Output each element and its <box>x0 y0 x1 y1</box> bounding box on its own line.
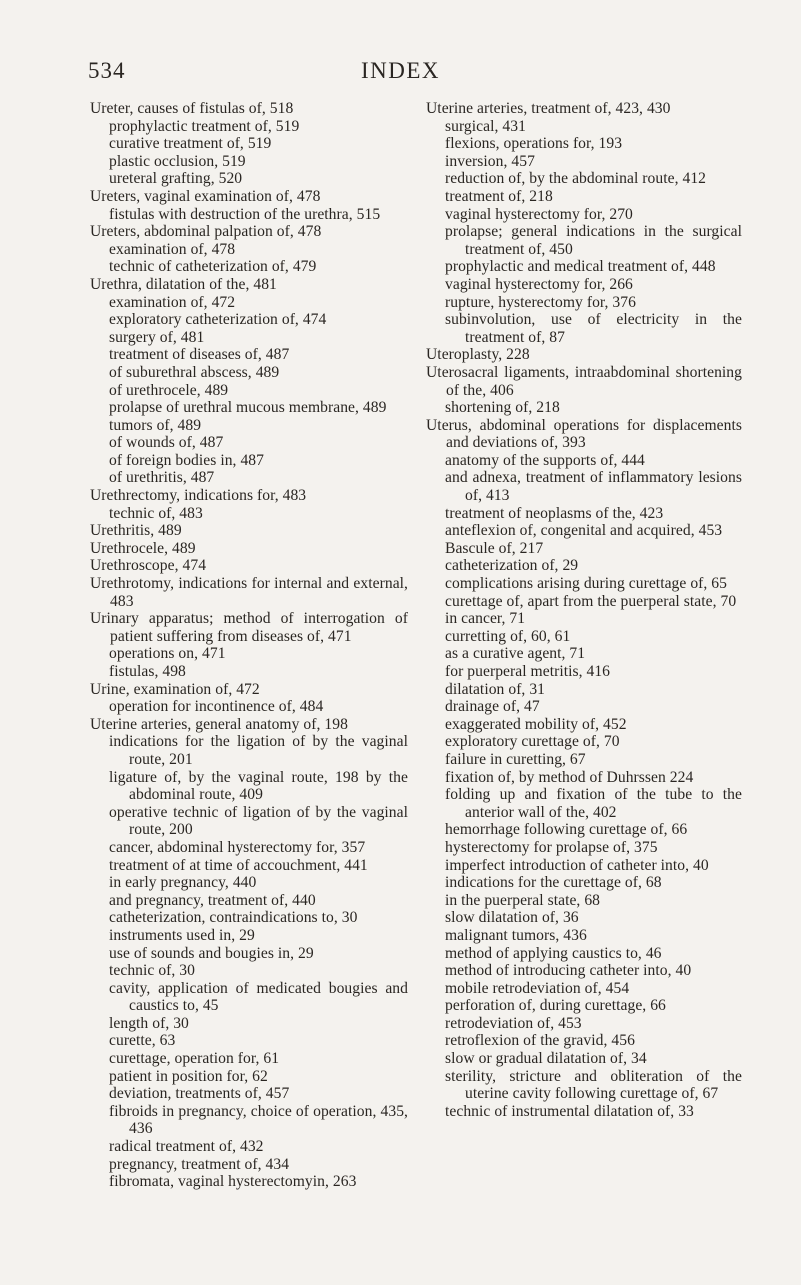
index-subentry: surgery of, 481 <box>109 328 205 346</box>
index-subentry: in the puerperal state, 68 <box>445 891 601 909</box>
index-subentry: operative technic of ligation of by the vaginal route, 200 <box>109 803 408 839</box>
index-subentry: patient in position for, 62 <box>109 1067 268 1085</box>
index-main-entry: Urethrotomy, indications for internal and external, 483 <box>90 575 408 610</box>
index-subentry: tumors of, 489 <box>109 416 202 434</box>
index-subentry: curretting of, 60, 61 <box>445 627 571 645</box>
index-column-right <box>426 100 742 1120</box>
index-subentry: anteflexion of, congenital and acquired, 453 <box>445 522 723 540</box>
index-subentry: ureteral grafting, 520 <box>109 170 243 188</box>
index-subentry: shortening of, 218 <box>445 399 560 417</box>
index-main-entry: Uterosacral ligaments, intraabdominal shortening of the, 406 <box>426 363 742 399</box>
index-subentry: use of sounds and bougies in, 29 <box>109 944 314 962</box>
index-main-entry: Uterine arteries, treatment of, 423, 430 <box>426 100 671 117</box>
index-subentry: fixation of, by method of Duhrssen 224 <box>445 768 694 786</box>
index-subentry: curettage of, apart from the puerperal state, 70 <box>445 592 737 610</box>
index-subentry: of urethrocele, 489 <box>109 381 229 399</box>
index-main-entry: Urethrectomy, indications for, 483 <box>90 487 307 505</box>
index-subentry: method of applying caustics to, 46 <box>445 944 662 962</box>
index-subentry: radical treatment of, 432 <box>109 1138 264 1156</box>
index-main-entry: Urinary apparatus; method of interrogation of patient suffering from diseases of, 471 <box>90 610 408 645</box>
page-number: 534 <box>88 58 126 83</box>
index-main-entry: Uterus, abdominal operations for displacements and deviations of, 393 <box>426 416 742 452</box>
index-main-entry: Ureters, abdominal palpation of, 478 <box>90 223 322 241</box>
index-subentry: complications arising during curettage of, 65 <box>445 575 727 593</box>
index-subentry: failure in curetting, 67 <box>445 750 586 768</box>
index-subentry: malignant tumors, 436 <box>445 926 587 944</box>
index-subentry: technic of, 483 <box>109 504 203 522</box>
index-subentry: exaggerated mobility of, 452 <box>445 715 627 733</box>
index-subentry: hysterectomy for prolapse of, 375 <box>445 838 658 856</box>
index-subentry: examination of, 478 <box>109 240 236 258</box>
index-subentry: of foreign bodies in, 487 <box>109 451 264 469</box>
index-subentry: prophylactic treatment of, 519 <box>109 117 300 135</box>
index-subentry: of suburethral abscess, 489 <box>109 363 280 381</box>
index-subentry: hemorrhage following curettage of, 66 <box>445 821 688 839</box>
index-subentry: imperfect introduction of catheter into, 40 <box>445 856 709 874</box>
index-subentry: for puerperal metritis, 416 <box>445 663 611 680</box>
index-subentry: and adnexa, treatment of inflammatory lesions of, 413 <box>445 469 742 505</box>
index-subentry: surgical, 431 <box>445 117 526 135</box>
index-subentry: in early pregnancy, 440 <box>109 874 257 892</box>
index-subentry: operation for incontinence of, 484 <box>109 698 324 716</box>
index-subentry: perforation of, during curettage, 66 <box>445 997 666 1015</box>
index-subentry: plastic occlusion, 519 <box>109 152 246 170</box>
index-main-entry: Uteroplasty, 228 <box>426 346 530 364</box>
index-subentry: of urethritis, 487 <box>109 469 215 487</box>
index-subentry: curette, 63 <box>109 1032 176 1050</box>
index-subentry: treatment of neoplasms of the, 423 <box>445 504 664 522</box>
index-main-entry: Uterine arteries, general anatomy of, 198 <box>90 715 348 733</box>
index-subentry: cavity, application of medicated bougies and caustics to, 45 <box>109 979 408 1015</box>
index-subentry: of wounds of, 487 <box>109 434 224 452</box>
index-subentry: method of introducing catheter into, 40 <box>445 962 692 980</box>
index-subentry: ligature of, by the vaginal route, 198 by the abdominal route, 409 <box>109 768 408 804</box>
index-subentry: sterility, stricture and obliteration of the uterine cavity following curettage of, 67 <box>445 1067 742 1103</box>
index-subentry: retrodeviation of, 453 <box>445 1014 582 1032</box>
index-subentry: indications for the curettage of, 68 <box>445 874 662 892</box>
index-subentry: dilatation of, 31 <box>445 680 546 698</box>
index-subentry: rupture, hysterectomy for, 376 <box>445 293 636 311</box>
index-main-entry: Urine, examination of, 472 <box>90 680 260 698</box>
index-main-entry: Ureters, vaginal examination of, 478 <box>90 187 321 205</box>
index-subentry: slow dilatation of, 36 <box>445 909 579 927</box>
index-main-entry: Urethritis, 489 <box>90 522 182 540</box>
index-subentry: retroflexion of the gravid, 456 <box>445 1032 635 1050</box>
index-subentry: fistulas, 498 <box>109 663 186 680</box>
index-subentry: folding up and fixation of the tube to the anterior wall of the, 402 <box>445 786 742 821</box>
index-main-entry: Ureter, causes of fistulas of, 518 <box>90 100 294 117</box>
index-subentry: operations on, 471 <box>109 645 226 663</box>
index-subentry: exploratory catheterization of, 474 <box>109 311 327 329</box>
page-header <box>0 58 801 88</box>
index-subentry: drainage of, 47 <box>445 698 540 716</box>
index-subentry: vaginal hysterectomy for, 270 <box>445 205 633 223</box>
index-subentry: subinvolution, use of electricity in the treatment of, 87 <box>445 311 742 346</box>
index-main-entry: Urethroscope, 474 <box>90 557 207 575</box>
index-subentry: technic of instrumental dilatation of, 33 <box>445 1102 694 1120</box>
index-subentry: treatment of at time of accouchment, 441 <box>109 856 368 874</box>
index-column-left <box>90 100 408 1191</box>
index-subentry: prolapse of urethral mucous membrane, 489 <box>109 399 387 417</box>
index-subentry: anatomy of the supports of, 444 <box>445 451 645 469</box>
running-head-title: INDEX <box>360 58 441 83</box>
index-subentry: exploratory curettage of, 70 <box>445 733 620 751</box>
index-subentry: catheterization, contraindications to, 30 <box>109 909 358 927</box>
index-main-entry: Urethra, dilatation of the, 481 <box>90 275 277 293</box>
index-subentry: Bascule of, 217 <box>445 539 544 557</box>
index-subentry: inversion, 457 <box>445 152 535 170</box>
index-subentry: fibromata, vaginal hysterectomyin, 263 <box>109 1173 357 1191</box>
index-subentry: fibroids in pregnancy, choice of operation, 435, 436 <box>109 1102 408 1138</box>
index-subentry: cancer, abdominal hysterectomy for, 357 <box>109 838 366 856</box>
index-subentry: slow or gradual dilatation of, 34 <box>445 1050 647 1068</box>
index-subentry: as a curative agent, 71 <box>445 645 586 663</box>
index-main-entry: Urethrocele, 489 <box>90 539 196 557</box>
index-subentry: curettage, operation for, 61 <box>109 1050 280 1068</box>
index-subentry: in cancer, 71 <box>445 610 526 628</box>
index-subentry: mobile retrodeviation of, 454 <box>445 979 630 997</box>
index-subentry: pregnancy, treatment of, 434 <box>109 1155 290 1173</box>
index-subentry: prophylactic and medical treatment of, 448 <box>445 258 716 276</box>
index-subentry: instruments used in, 29 <box>109 926 255 944</box>
index-subentry: technic of, 30 <box>109 962 196 980</box>
index-subentry: treatment of, 218 <box>445 187 553 205</box>
index-subentry: length of, 30 <box>109 1014 189 1032</box>
index-subentry: reduction of, by the abdominal route, 412 <box>445 170 707 188</box>
index-subentry: fistulas with destruction of the urethra, 515 <box>109 205 381 223</box>
index-subentry: indications for the ligation of by the vaginal route, 201 <box>109 733 408 768</box>
index-subentry: prolapse; general indications in the surgical treatment of, 450 <box>445 223 742 258</box>
index-subentry: vaginal hysterectomy for, 266 <box>445 275 633 293</box>
index-subentry: curative treatment of, 519 <box>109 135 272 153</box>
index-subentry: treatment of diseases of, 487 <box>109 346 290 364</box>
index-subentry: and pregnancy, treatment of, 440 <box>109 891 316 909</box>
index-subentry: examination of, 472 <box>109 293 236 311</box>
index-subentry: catheterization of, 29 <box>445 557 579 575</box>
index-subentry: flexions, operations for, 193 <box>445 135 623 153</box>
index-subentry: deviation, treatments of, 457 <box>109 1085 290 1103</box>
index-subentry: technic of catheterization of, 479 <box>109 258 317 276</box>
